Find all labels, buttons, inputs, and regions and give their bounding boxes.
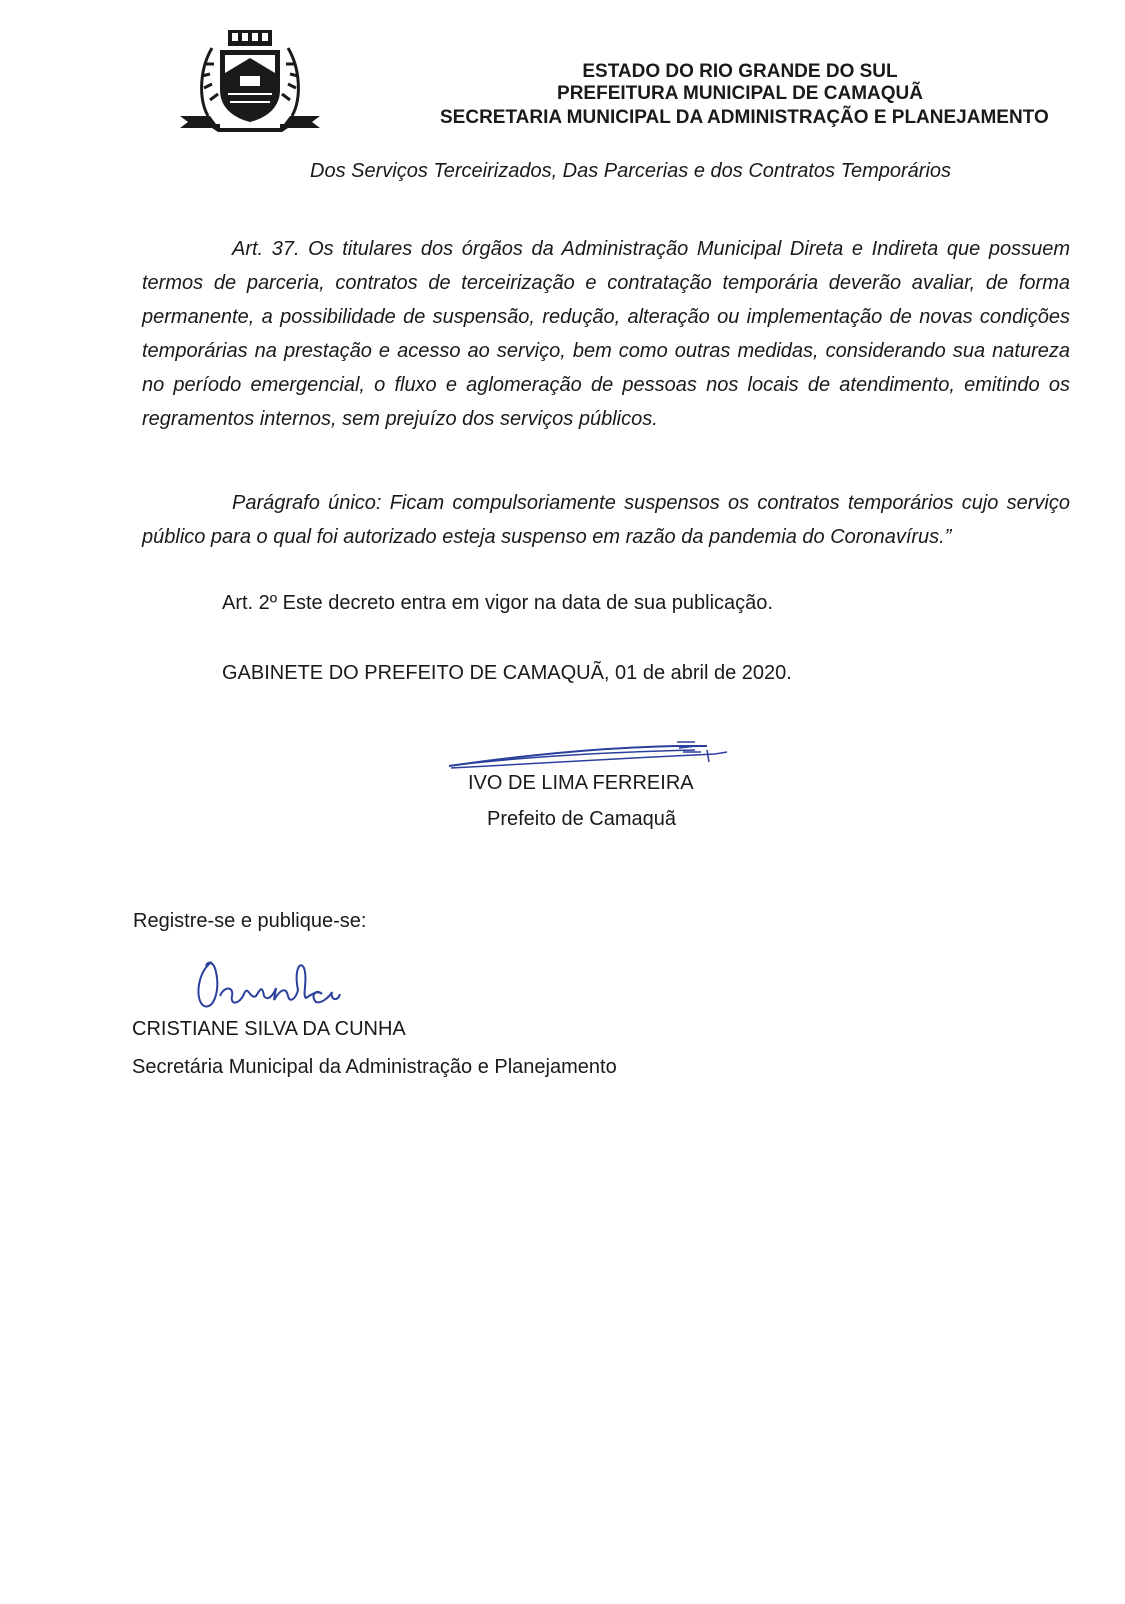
header-secretariat: SECRETARIA MUNICIPAL DA ADMINISTRAÇÃO E PLANEJAMENTO [440,107,1049,128]
mayor-signature [445,738,735,774]
secretary-name: CRISTIANE SILVA DA CUNHA [132,1018,406,1040]
article-37-paragraph: Art. 37. Os titulares dos órgãos da Administração Municipal Direta e Indireta que possuem termos de parceria, contratos de terceirização e contratação temporária deverão avaliar, de forma permanente, a possibilidade de suspensão, redução, alteração ou implementação de novas condições temporárias na prestação e acesso ao serviço, bem como outras medidas, considerando sua natureza no período emergencial, o fluxo e aglomeração de pessoas nos locais de atendimento, emitindo os regramentos internos, sem prejuízo dos serviços públicos. [142,238,1070,430]
gabinete-date-line: GABINETE DO PREFEITO DE CAMAQUÃ, 01 de abril de 2020. [222,662,792,684]
header-state: ESTADO DO RIO GRANDE DO SUL [582,61,898,82]
registre-publique: Registre-se e publique-se: [133,910,367,932]
article-2: Art. 2º Este decreto entra em vigor na data de sua publicação. [222,592,773,614]
paragrafo-unico: Parágrafo único: Ficam compulsoriamente suspensos os contratos temporários cujo serviço público para o qual foi autorizado esteja suspenso em razão da pandemia do Coronavírus.” [142,492,1070,548]
section-subtitle: Dos Serviços Terceirizados, Das Parcerias e dos Contratos Temporários [310,160,952,182]
secretary-signature [190,950,360,1022]
header-prefecture: PREFEITURA MUNICIPAL DE CAMAQUÃ [557,83,923,104]
secretary-role: Secretária Municipal da Administração e Planejamento [132,1056,617,1078]
mayor-name: IVO DE LIMA FERREIRA [468,772,694,794]
mayor-role: Prefeito de Camaquã [487,808,677,830]
municipal-crest-logo [180,28,320,132]
